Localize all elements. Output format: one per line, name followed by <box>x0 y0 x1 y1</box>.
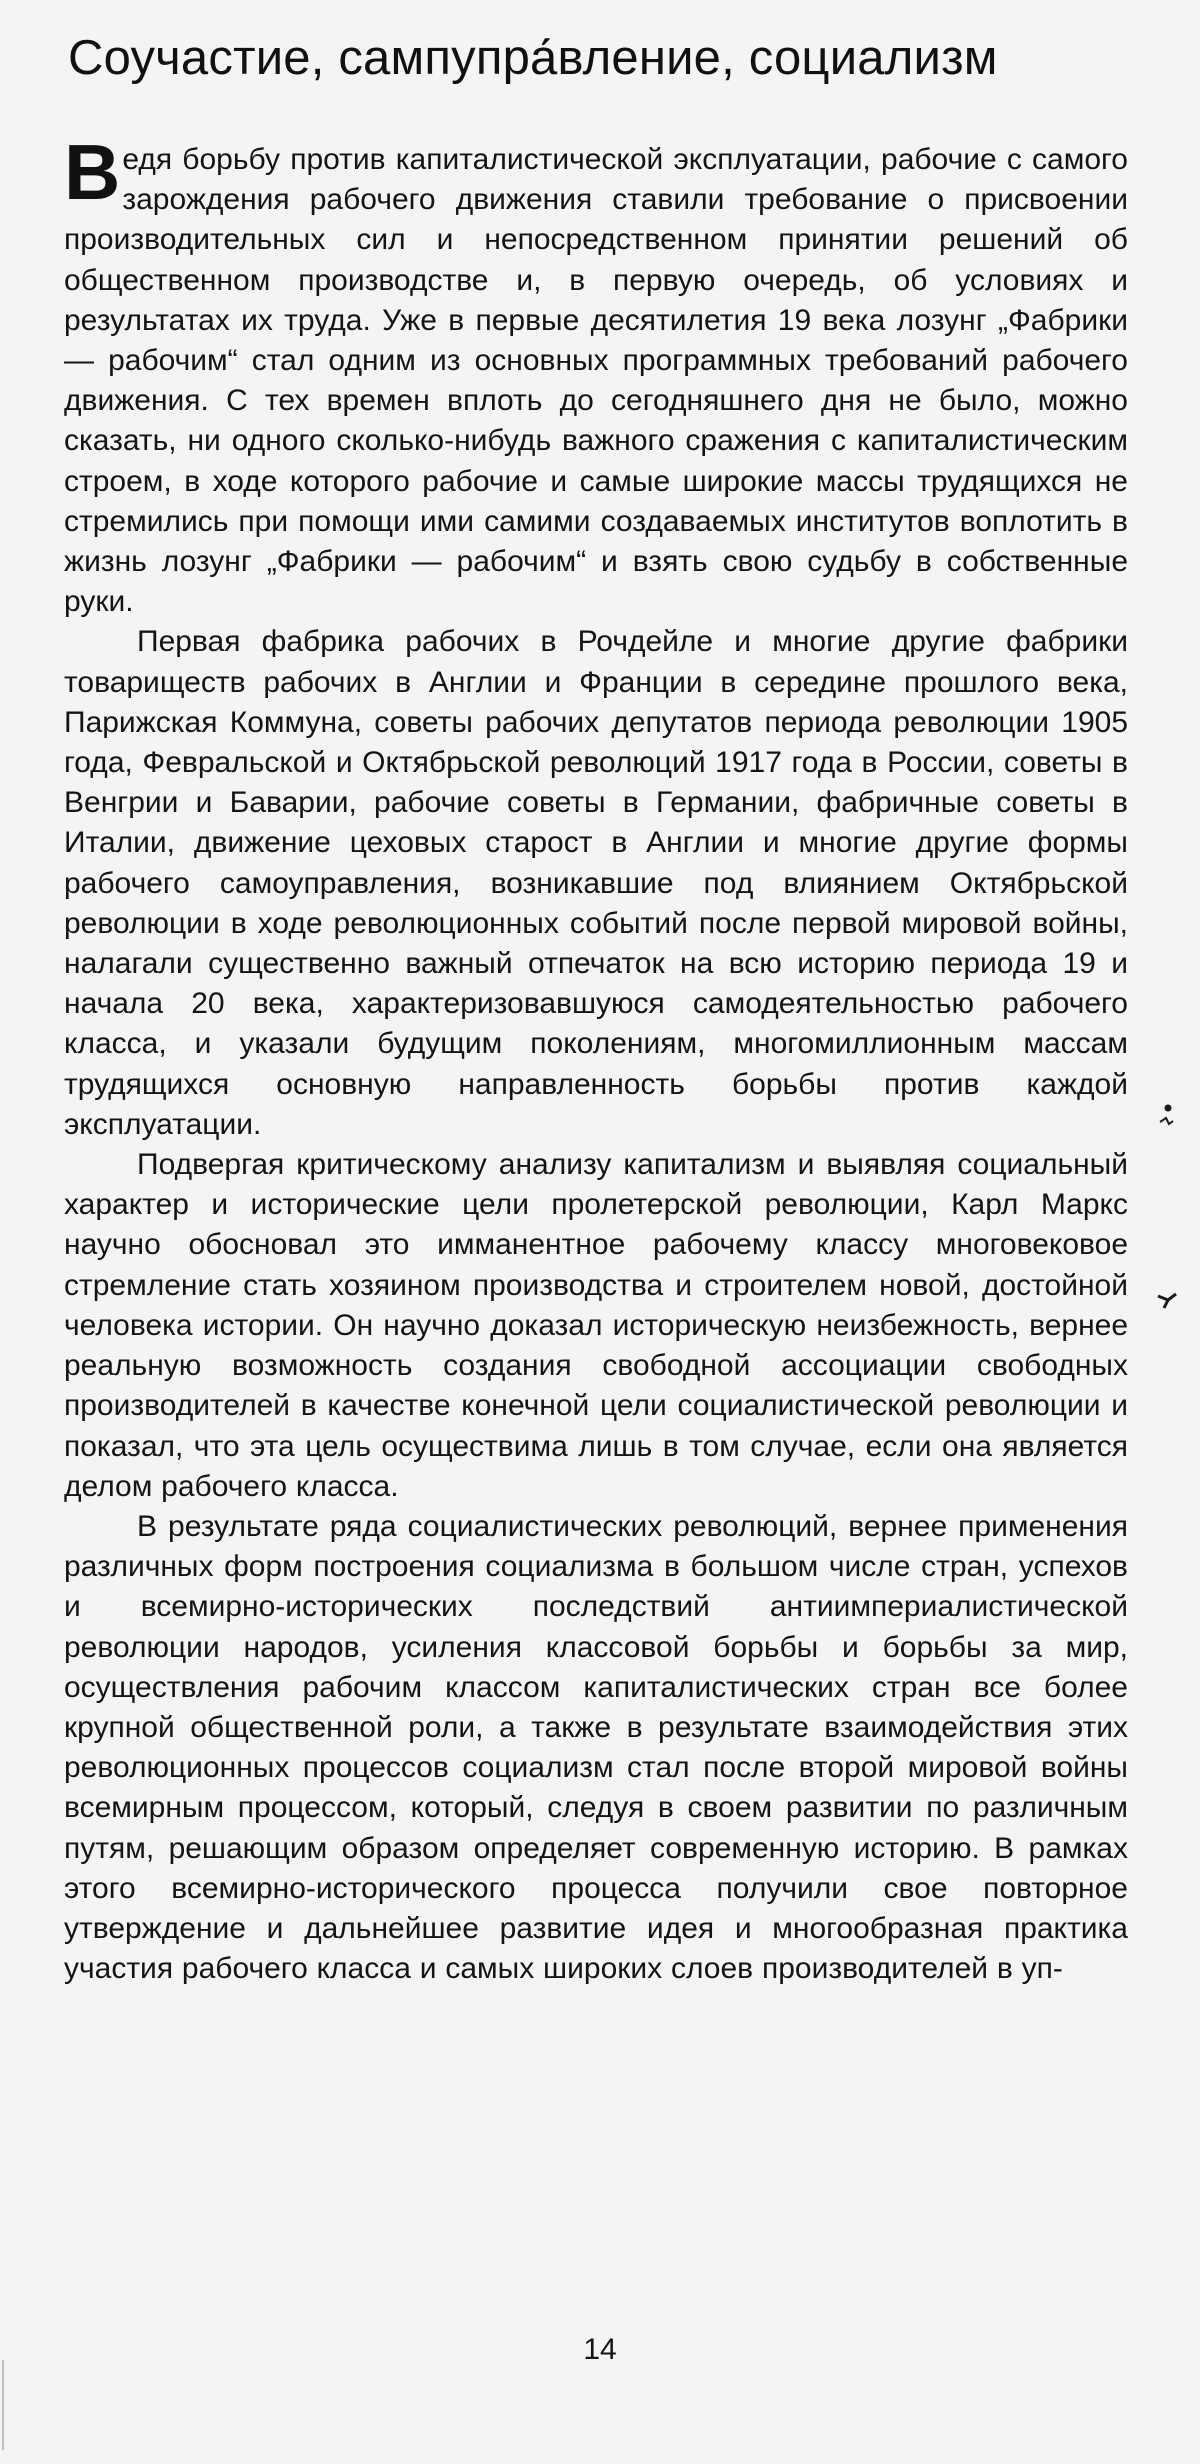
paragraph-1 <box>64 128 1128 622</box>
paragraph-4: В результате ряда социалистических революций, вернее применения различных форм построения социализма в большом числе стран, успехов и всемирно-исторических последствий антиимпериалистической революции народов, усиления классовой борьбы и борьбы за мир, осуществления рабочим классом капиталистических стран все более крупной общественной роли, а также в результате взаимодействия этих революционных процессов социализм стал после второй мировой войны всемирным процессом, который, следуя в своем развитии по различным путям, решающим образом определяет современную историю. В рамках этого всемирно-исторического процесса получили свое повторное утверждение и дальнейшее развитие идея и многообразная практика участия рабочего класса и самых широких слоев производителей в уп- <box>64 1509 1128 1986</box>
margin-scan-marks <box>1150 1100 1190 1340</box>
paragraph-3: Подвергая критическому анализу капитализм и выявляя социальный характер и исторические цели пролетерской революции, Карл Маркс научно обосновал это имманентное рабочему классу многовековое стремление стать хозяином производства и строителем новой, достойной человека истории. Он научно доказал историческую неизбежность, вернее реальную возможность создания свободной ассоциации свободных производителей в качестве конечной цели социалистической революции и показал, что эта цель осуществима лишь в том случае, если она является делом рабочего класса. <box>64 1148 1128 1503</box>
scan-edge-line <box>2 2360 4 2450</box>
paragraph-2: Первая фабрика рабочих в Рочдейле и многие другие фабрики товариществ рабочих в Англии и Франции в середине прошлого века, Парижская Коммуна, советы рабочих депутатов периода революции 1905 года, Февральской и Октябрьской революций 1917 года в России, советы в Венгрии и Баварии, рабочие советы в Германии, фабричные советы в Италии, движение цеховых старост в Англии и многие другие формы рабочего самоуправления, возникавшие под влиянием Октябрьской революции в ходе революционных событий после первой мировой войны, налагали существенно важный отпечаток на всю историю периода 19 и начала 20 века, характеризовавшуюся самодеятельностью рабочего класса, и указали будущим поколениям, многомиллионным массам трудящихся основную направленность борьбы против каждой эксплуатации. <box>64 625 1128 1141</box>
page-title: Соучастие, сампупра́вление, социализм <box>68 31 998 85</box>
margin-arrow-mark <box>1158 1294 1176 1308</box>
margin-dot-mark <box>1165 1105 1172 1112</box>
paragraph-1-text: едя борьбу против капиталистической эксплуатации, рабочие с самого зарождения рабочего движения ставили требование о присвоении производительных сил и непосредственном принятии решений об общественном производстве и, в первую очередь, об условиях и результатах их труда. Уже в первые десятилетия 19 века лозунг „Фабрики — рабочим“ стал одним из основных программных требований рабочего движения. С тех времен вплоть до сегодняшнего дня не было, можно сказать, ни одного сколько-нибудь важного сражения с капиталистическим строем, в ходе которого рабочие и самые широкие массы трудящихся не стремились при помощи ими самими создаваемых институтов воплотить в жизнь лозунг „Фабрики — рабочим“ и взять свою судьбу в собственные руки. <box>64 143 1128 619</box>
body-text <box>64 128 1128 1989</box>
margin-squiggle-mark <box>1160 1118 1173 1124</box>
page-number: 14 <box>583 2333 617 2366</box>
drop-cap: В <box>64 128 121 216</box>
